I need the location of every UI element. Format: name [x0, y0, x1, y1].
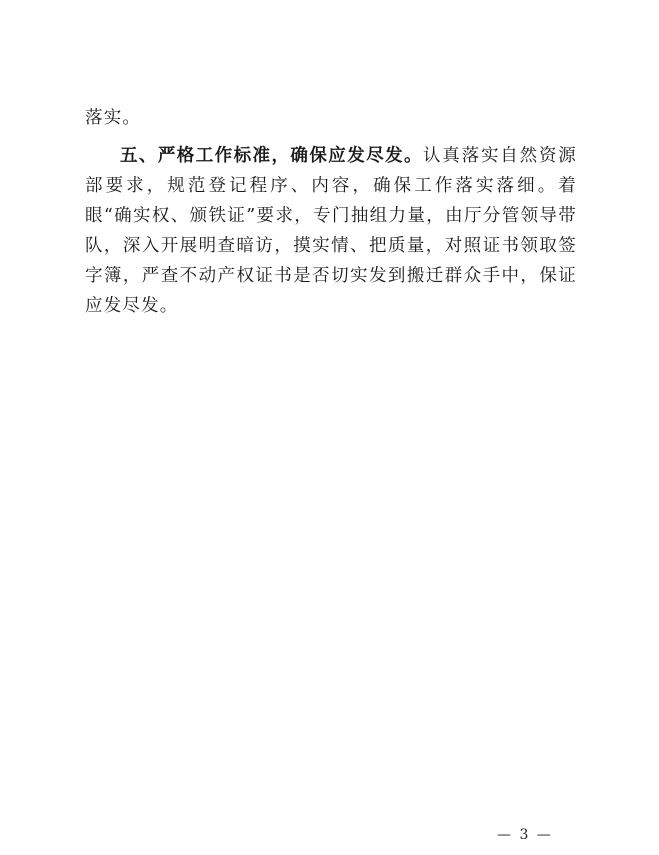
paragraph-text: 认真落实自然资源部要求，规范登记程序、内容，确保工作落实落细。着眼“确实权、颁铁证”要求，专门抽组力量，由厅分管领导带队，深入开展明查暗访，摸实情、把质量，对照证书领取签字簿，严查不动产权证书是否切实发到搬迁群众手中，保证应发尽发。 [85, 146, 577, 316]
page-number: — 3 — [497, 827, 553, 843]
document-body [85, 103, 577, 321]
paragraph-continuation [85, 103, 577, 133]
section-heading: 五、严格工作标准，确保应发尽发。 [120, 146, 423, 166]
paragraph-text: 落实。 [85, 108, 142, 128]
paragraph-section-five [85, 141, 577, 321]
